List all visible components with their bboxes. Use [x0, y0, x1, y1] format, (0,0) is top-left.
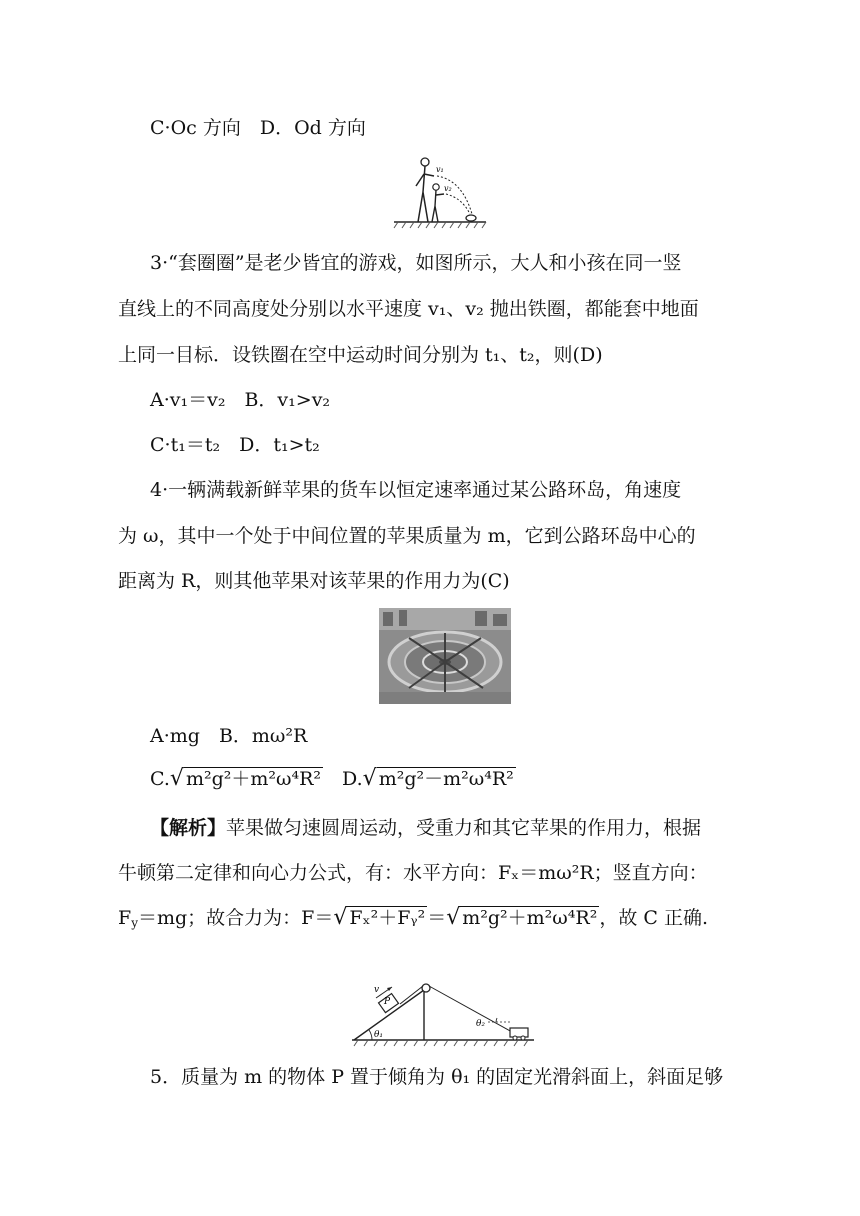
- q2-options: C·Oc 方向 D．Od 方向: [150, 117, 366, 139]
- q4-line1: 4·一辆满载新鲜苹果的货车以恒定速率通过某公路环岛，角速度: [150, 479, 682, 501]
- analysis-f-sub: y: [131, 916, 138, 930]
- q4-line3: 距离为 R，则其他苹果对该苹果的作用力为(C): [118, 570, 510, 592]
- q3-line2: 直线上的不同高度处分别以水平速度 v₁、v₂ 抛出铁圈，都能套中地面: [118, 298, 699, 320]
- sqrt-sign-icon: √: [362, 766, 377, 791]
- sqrt-sign-icon: √: [333, 905, 348, 930]
- sqrt-sign-icon: √: [446, 905, 461, 930]
- analysis-f: F: [118, 907, 132, 929]
- q3-option-a: A·v₁＝v₂ B．v₁>v₂: [150, 389, 331, 411]
- label-theta2: θ₂: [476, 1019, 486, 1029]
- label-p: P: [384, 997, 391, 1007]
- incline-pulley-figure: [350, 980, 536, 1048]
- label-v1: v₁: [436, 165, 444, 174]
- roundabout-photo: [379, 608, 511, 704]
- label-v: v: [374, 985, 380, 995]
- analysis-line2: 牛顿第二定律和向心力公式，有：水平方向：Fₓ＝mω²R；竖直方向：: [118, 862, 708, 884]
- analysis-line3-text: ＝mg；故合力为：F＝: [137, 907, 334, 929]
- label-v2: v₂: [444, 184, 452, 193]
- analysis-line3: [118, 905, 708, 936]
- q4-line2: 为 ω，其中一个处于中间位置的苹果质量为 m，它到公路环岛中心的: [118, 525, 696, 547]
- q4-option-c-expr: m²g²＋m²ω⁴R²: [185, 768, 322, 790]
- analysis-line1: [150, 815, 701, 841]
- analysis-end: ，故 C 正确.: [599, 907, 708, 929]
- q4-option-a: A·mg B．mω²R: [150, 725, 308, 747]
- sqrt-sign-icon: √: [169, 766, 184, 791]
- analysis-sqrt1: Fₓ²＋Fᵧ²: [349, 907, 426, 929]
- analysis-eq: ＝: [427, 907, 447, 929]
- q5-line1: 5．质量为 m 的物体 P 置于倾角为 θ₁ 的固定光滑斜面上，斜面足够: [150, 1066, 724, 1088]
- ring-toss-figure: [392, 152, 488, 230]
- q3-line3: 上同一目标．设铁圈在空中运动时间分别为 t₁、t₂，则(D): [118, 344, 603, 366]
- q3-option-c: C·t₁＝t₂ D．t₁>t₂: [150, 434, 320, 456]
- label-theta1: θ₁: [374, 1030, 384, 1040]
- analysis-sqrt2: m²g²＋m²ω⁴R²: [462, 907, 598, 929]
- q4-option-cd: [150, 766, 516, 792]
- q4-option-d-prefix: D.: [342, 768, 363, 790]
- analysis-tag: 【解析】: [150, 817, 227, 839]
- q3-line1: 3·“套圈圈”是老少皆宜的游戏，如图所示，大人和小孩在同一竖: [150, 252, 682, 274]
- analysis-line1-text: 苹果做匀速圆周运动，受重力和其它苹果的作用力，根据: [226, 817, 702, 839]
- q4-option-c-prefix: C.: [150, 768, 170, 790]
- q4-option-d-expr: m²g²－m²ω⁴R²: [378, 768, 514, 790]
